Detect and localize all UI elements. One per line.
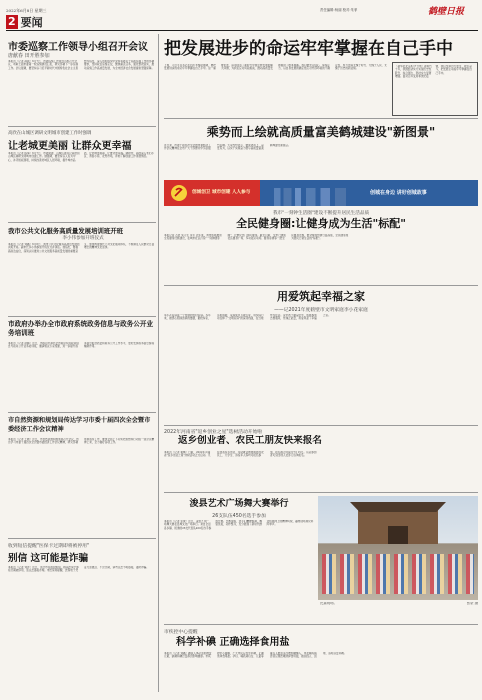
- left-a2-kicker: 高欣在山城区调研文明城市创建工作时强调: [8, 131, 92, 136]
- dance-photo-credit: 张蒙 摄: [466, 602, 478, 605]
- main-sep-5: [164, 624, 478, 625]
- section-label: [6, 15, 43, 29]
- health-title: 科学补碘 正确选择食用盐: [176, 637, 290, 648]
- home-title: 用爱筑起幸福之家: [277, 290, 365, 303]
- left-sep-3: [8, 316, 156, 317]
- left-a3-body: 本报讯（记者 刘鑫）6月6日，我市公共文化服务高质量发展培训班开班。副市长李小伟参加开班仪式并讲话。他指出，要提高政治站位，深刻认识推进公共文化服务高质量发展的重要意义，加快构建现代公共文化服务体系，不断满足人民群众日益增长的精神文化需求。: [8, 243, 155, 253]
- event-title: 返乡创业者、农民工朋友快来报名: [178, 435, 322, 446]
- health-kicker: 市疾控中心提醒: [164, 630, 198, 635]
- main-side-box-body: （新华社北京6月7日电）新时代十年，我国经济实力实现历史性跃升，综合国力、科技实力显著增强。面对百年变局和世纪疫情，我们坚持自力更生、艰苦奋斗，把发展主动权牢牢掌握在自己手中。: [395, 65, 472, 79]
- fitness-kicker: 我市"一刻钟生活圈"建设不断提升居民生活品质: [272, 211, 370, 216]
- photo-dancers: [322, 554, 474, 594]
- left-a5-body: 本报讯（记者 王晓）近日，市自然资源和规划局召开会议，传达学习市委十届四次全会暨市委经济工作会议精神，研究部署贯彻落实工作，要求全局上下切实把思想和行动统一到会议精神上来，全力做好各项工作。: [8, 438, 155, 445]
- creation-banner: [164, 180, 478, 206]
- dance-photo-caption: 比赛现场。: [320, 602, 337, 605]
- paper-name: 鹤壁日报: [428, 7, 465, 17]
- left-a1-title: 市委巡察工作领导小组召开会议: [8, 42, 148, 53]
- header-date: 2022年6月8日 星期三: [6, 8, 47, 13]
- event-body: 本报讯（记者 秦佩）日前，2022年河南省"返乡创业之星"选树活动正式启动。凡在我省返乡创业、带动就业效果明显的农民工、大学生、退役军人等均可报名参加，报名截止时间为7月15日。有意参加者可到当地人社部门咨询报名。: [164, 451, 317, 458]
- health-body: 本报讯（记者 刘鑫）碘是人体必需的微量元素，缺碘和碘过量都会影响健康。市疾控中心提醒，广大市民应科学补碘，正确选择食用盐。孕妇、哺乳期妇女、儿童等重点人群需适当增加碘摄入，甲状腺疾病患者应遵医嘱选择食用盐，做到因人、因地、适时适量补碘。: [164, 652, 347, 659]
- headline-2-body: 连日来，市委十届四次全会暨市委经济工作会议精神在全市广大干部群众中引起强烈反响。大家纷纷表示，要乘势而上、奋发有为，以实干实绩奋力谱写高质量富美鹤城建设新篇章。: [164, 144, 291, 151]
- main-sep-3: [164, 425, 478, 426]
- banner-right-text: 创城在身边 讲好创城故事: [370, 190, 427, 196]
- left-a3-title: 我市公共文化服务高质量发展培训班开班: [8, 227, 124, 235]
- left-a2-body: 本报讯（记者 杨倩）6月7日，市委常委、山城区委书记高欣到山城区调研文明城市创建工作。她强调，要坚持以人民为中心，补齐短板弱项，持续改善老城区人居环境，提升城市品质，让老城更美丽，让群众更幸福。调研中，高欣深入老旧小区、背街小巷、农贸市场，详细了解创建工作进展情况。: [8, 152, 155, 162]
- left-a4-title: 市政府办举办全市政府系统政务信息与政务公开业务培训班: [8, 320, 154, 337]
- main-body: 上周，习近平总书记在四川考察时强调，要把发展进步的命运牢牢掌握在自己手中。这一重要论述，深刻回答了新时代中国怎样发展的重大问题，为我们应对风险挑战、推动高质量发展提供了根本遵循。我们要坚定信心、保持定力，以自身发展的确定性应对外部环境的不确定性，努力创造无愧于时代、无愧于人民、无愧于历史的新业绩。: [164, 64, 387, 71]
- left-a3-sub: 李小伟参加开班仪式: [62, 236, 104, 241]
- left-a5-title: 市自然资源和规划局传达学习市委十届四次全会暨市委经济工作会议精神: [8, 417, 151, 433]
- photo-gate: [388, 526, 408, 544]
- party-emblem-icon: [170, 184, 188, 202]
- left-col-divider: [158, 34, 159, 692]
- left-a6-title: 别信 这可能是诈骗: [8, 553, 89, 564]
- fitness-body: 本报记者 石岩 实习生 李芳 近年来，我市积极推进全民健身设施建设，在城市社区打造"一刻钟健身圈"，让群众出门即可健身。截至目前，全市已建成社区健身广场、多功能运动场、健身步道等一批全民健身设施，群众健身热情日益高涨，全民健身成为居民日常生活的"标配"。: [164, 234, 349, 241]
- dance-body: 本报讯（记者 张蒙）近日，浚县艺术广场舞大赛在县城文化广场举行。来自全县各乡镇、街道的26支代表队450名选手参加比赛。比赛现场，选手们精神饱满，舞姿优美，动作整齐，充分展现了新时代群众积极向上的精神风貌，赢得现场观众阵阵掌声。: [164, 520, 314, 530]
- left-a1-body: 本报讯（记者 郝振）6月7日，市委巡察工作领导小组召开会议，听取七届市委第一轮巡察情况汇报，研究部署下一步巡察工作。会议强调，要坚持以习近平新时代中国特色社会主义思想为指导，深入贯彻落实中央和省委关于巡视巡察工作的部署要求，坚持政治巡察定位，聚焦重点任务，强化整改落实，推动巡察工作高质量发展，为全市经济社会发展提供坚强保障。: [8, 60, 155, 70]
- section-number: 2: [8, 15, 16, 28]
- fitness-title: 全民健身圈:让健身成为生活"标配": [236, 217, 406, 230]
- event-kicker: 2022年河南省"返乡创业之星"选树活动开始啦: [164, 430, 263, 435]
- dance-sub: 26支队伍450名选手参加: [212, 514, 266, 519]
- header-rule: [6, 30, 478, 31]
- dance-title: 浚县艺术广场舞大赛举行: [189, 499, 289, 509]
- left-sep-5: [8, 538, 156, 539]
- left-a6-body: 本报讯（记者 刘洋）近日，部分市民收到短信，称其医保卡即将过期被停用，需点击链接办理。市医保局提醒，医保电子凭证无需激活、不会过期，请勿点击不明链接，谨防诈骗。: [8, 566, 149, 573]
- left-a1-sub: 唐献春 田开胜参加: [8, 53, 50, 59]
- main-headline: 把发展进步的命运牢牢掌握在自己手中: [164, 39, 453, 59]
- header-editor: 责任编辑:杨丽 校对:朱菲: [320, 8, 358, 12]
- banner-city-skyline: [274, 188, 354, 206]
- left-a4-body: 本报讯（记者 赵静）近日，市政府办举办全市政府系统政务信息与政务公开业务培训班，邀请相关专家授课，进一步提升政务信息报送质量和政务公开工作水平，更好发挥政务信息参谋辅助作用。: [8, 342, 155, 349]
- dance-photo: [318, 496, 478, 600]
- left-a6-kicker: 收到短信提醒"医保卡过期即将被停用": [8, 544, 90, 549]
- left-a2-title: 让老城更美丽 让群众更幸福: [8, 141, 132, 152]
- headline-2: 乘势而上绘就高质量富美鹤城建设"新图景": [206, 125, 436, 139]
- section-name: 要闻: [20, 16, 43, 29]
- main-sep-4: [164, 492, 478, 493]
- left-sep-1: [8, 126, 156, 127]
- home-sub: ——记2021年度鹤壁市文明家庭李小花家庭: [274, 308, 368, 313]
- main-sep-2: [164, 285, 478, 286]
- left-sep-4: [8, 412, 156, 413]
- home-body: 李小花家庭是一个普通的农村家庭。多年来，她悉心照顾患病的婆婆，勤俭持家，邻里和睦，家庭成员互敬互爱，用实际行动诠释了"文明家庭"的深刻内涵，在当地传为佳话。家中孩子勤奋好学，积极参加志愿服务，传递正能量，用爱筑起了幸福之家。: [164, 314, 331, 321]
- left-sep-2: [8, 222, 156, 223]
- photo-roof: [350, 502, 446, 512]
- main-sep-1: [164, 118, 478, 119]
- banner-left-text: 创城创卫 城市创建 人人参与: [192, 190, 251, 195]
